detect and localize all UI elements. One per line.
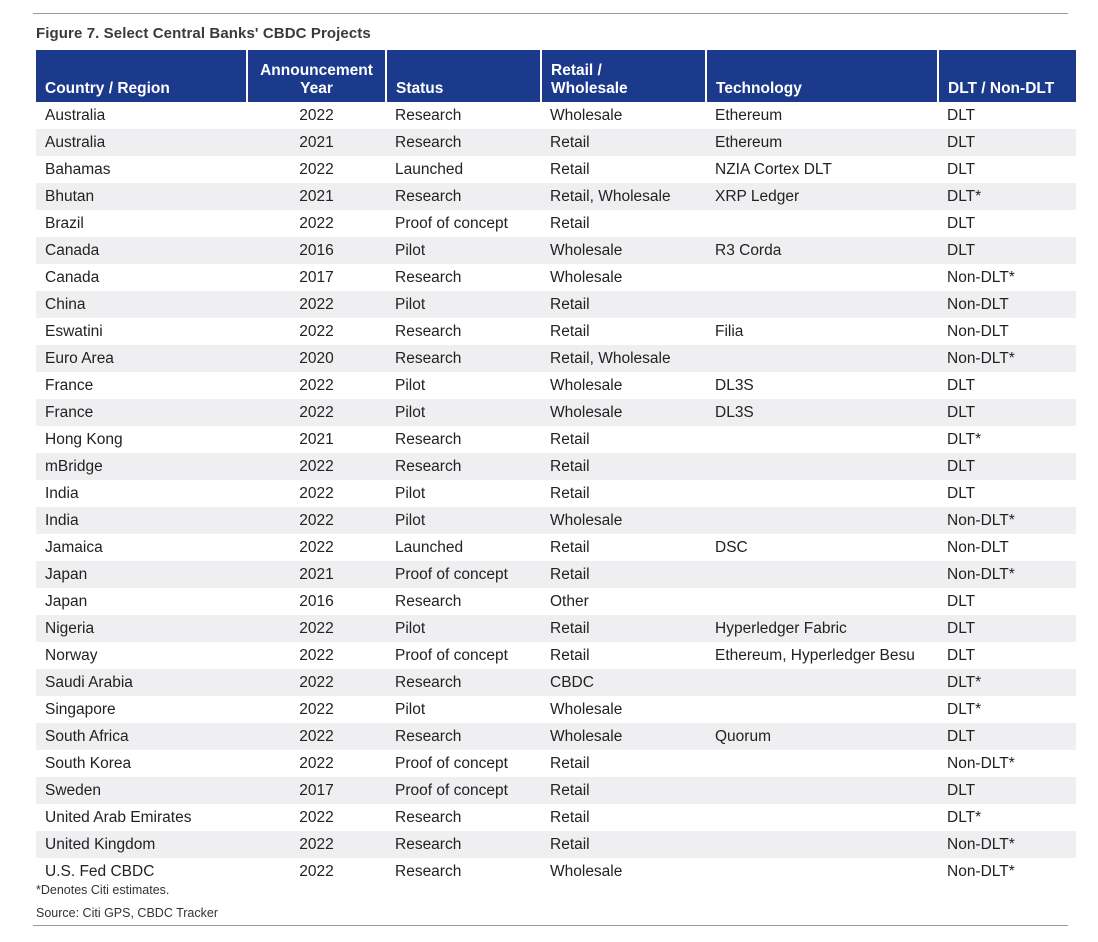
cell-technology (706, 264, 938, 291)
cbdc-projects-table (36, 50, 1076, 885)
cell-country-region: Bahamas (45, 161, 111, 178)
cell-retail-wholesale: Wholesale (550, 701, 623, 718)
cell-country-region: United Arab Emirates (45, 809, 192, 826)
cell-retail-wholesale: Retail (541, 291, 706, 318)
cell-status: Research (395, 107, 462, 124)
cell-announcement-year: 2022 (247, 399, 386, 426)
cell-announcement-year: 2022 (299, 161, 334, 178)
cell-country-region: Australia (45, 107, 106, 124)
cell-country-region: U.S. Fed CBDC (45, 863, 155, 880)
cell-technology (706, 696, 938, 723)
cell-status: Research (395, 431, 462, 448)
cell-retail-wholesale: Wholesale (541, 723, 706, 750)
table-row (36, 318, 1076, 345)
cell-country-region: Canada (45, 269, 100, 286)
cell-retail-wholesale: Retail (550, 161, 590, 178)
cell-technology (706, 561, 938, 588)
table-row (36, 291, 1076, 318)
cell-technology: NZIA Cortex DLT (715, 161, 832, 178)
cell-retail-wholesale: Retail (550, 323, 590, 340)
cell-announcement-year: 2017 (299, 269, 334, 286)
cell-retail-wholesale: Retail (541, 831, 706, 858)
cell-technology (706, 345, 938, 372)
cell-retail-wholesale: Retail (550, 755, 590, 772)
cell-status: Research (395, 323, 462, 340)
cell-retail-wholesale: Wholesale (550, 269, 623, 286)
cell-technology: Quorum (706, 723, 938, 750)
cell-dlt-non-dlt: DLT (938, 129, 1076, 156)
cell-status: Research (386, 669, 541, 696)
cell-retail-wholesale: Retail, Wholesale (541, 345, 706, 372)
table-row (36, 831, 1076, 858)
cell-technology: Ethereum (715, 107, 783, 124)
cell-technology: DSC (715, 539, 748, 556)
cell-dlt-non-dlt: Non-DLT* (947, 755, 1015, 772)
cell-dlt-non-dlt: Non-DLT* (947, 269, 1015, 286)
cell-country-region: India (45, 485, 79, 502)
cell-technology: XRP Ledger (706, 183, 938, 210)
cell-dlt-non-dlt: DLT (947, 215, 976, 232)
cell-technology (706, 426, 938, 453)
cell-technology: Ethereum (706, 129, 938, 156)
header-retail-wholesale-label: Retail / Wholesale (551, 62, 628, 97)
cell-country-region: Euro Area (36, 345, 247, 372)
table-row (36, 480, 1076, 507)
table-row (36, 561, 1076, 588)
cell-technology: DL3S (706, 399, 938, 426)
cell-technology (706, 669, 938, 696)
cell-country-region: France (45, 377, 94, 394)
figure-title: Figure 7. Select Central Banks' CBDC Projects (36, 25, 371, 42)
cell-technology (706, 480, 938, 507)
cell-dlt-non-dlt: Non-DLT (947, 539, 1009, 556)
cell-dlt-non-dlt: Non-DLT (938, 291, 1076, 318)
cell-technology (706, 777, 938, 804)
header-announcement-year (247, 50, 386, 102)
cell-dlt-non-dlt: DLT (938, 777, 1076, 804)
table-row (36, 102, 1076, 129)
cell-dlt-non-dlt: Non-DLT* (947, 863, 1015, 880)
table-row (36, 696, 1076, 723)
cell-status: Proof of concept (395, 755, 508, 772)
cell-status: Pilot (386, 615, 541, 642)
cell-country-region: France (36, 399, 247, 426)
cell-status: Pilot (386, 399, 541, 426)
table-row (36, 777, 1076, 804)
cell-announcement-year: 2022 (247, 669, 386, 696)
cell-announcement-year: 2022 (299, 323, 334, 340)
cell-dlt-non-dlt: Non-DLT* (938, 831, 1076, 858)
cell-country-region: South Africa (36, 723, 247, 750)
cell-announcement-year: 2021 (299, 431, 334, 448)
cell-announcement-year: 2020 (247, 345, 386, 372)
cell-technology (706, 804, 938, 831)
cell-country-region: mBridge (36, 453, 247, 480)
cell-retail-wholesale: Retail (541, 615, 706, 642)
cell-country-region: Singapore (45, 701, 116, 718)
table-row (36, 183, 1076, 210)
cell-announcement-year: 2022 (299, 485, 334, 502)
cell-status: Research (386, 453, 541, 480)
cell-retail-wholesale: Wholesale (550, 863, 623, 880)
header-country-region: Country / Region (36, 50, 247, 102)
table-row (36, 399, 1076, 426)
cell-dlt-non-dlt: DLT (938, 399, 1076, 426)
cell-retail-wholesale: Retail, Wholesale (541, 183, 706, 210)
bottom-rule (33, 925, 1068, 926)
table-row (36, 426, 1076, 453)
cell-status: Research (386, 831, 541, 858)
cell-technology (706, 291, 938, 318)
cell-announcement-year: 2022 (247, 291, 386, 318)
cell-announcement-year: 2016 (299, 593, 334, 610)
table-row (36, 264, 1076, 291)
cell-retail-wholesale: Retail (550, 431, 590, 448)
cell-status: Research (386, 345, 541, 372)
cell-announcement-year: 2021 (247, 561, 386, 588)
cell-status: Pilot (386, 237, 541, 264)
cell-status: Research (395, 269, 462, 286)
cell-announcement-year: 2022 (299, 539, 334, 556)
cell-country-region: Jamaica (45, 539, 103, 556)
cell-dlt-non-dlt: DLT (938, 723, 1076, 750)
cell-status: Proof of concept (395, 647, 508, 664)
cell-announcement-year: 2022 (299, 107, 334, 124)
cell-status: Research (386, 723, 541, 750)
cell-announcement-year: 2022 (247, 831, 386, 858)
cell-technology: Filia (715, 323, 744, 340)
cell-country-region: Bhutan (36, 183, 247, 210)
cell-status: Proof of concept (386, 561, 541, 588)
cell-technology (706, 831, 938, 858)
table-row (36, 804, 1076, 831)
cell-dlt-non-dlt: Non-DLT (947, 323, 1009, 340)
cell-country-region: Japan (45, 593, 88, 610)
cell-technology (706, 453, 938, 480)
cell-country-region: Norway (45, 647, 98, 664)
cell-dlt-non-dlt: DLT* (938, 669, 1076, 696)
cell-technology: R3 Corda (706, 237, 938, 264)
source-note: Source: Citi GPS, CBDC Tracker (36, 906, 218, 920)
cell-announcement-year: 2022 (299, 863, 334, 880)
cell-status: Research (395, 863, 462, 880)
cell-country-region: India (36, 507, 247, 534)
table-body (36, 102, 1076, 885)
cell-announcement-year: 2022 (299, 755, 334, 772)
cell-status: Pilot (386, 507, 541, 534)
cell-announcement-year: 2022 (247, 507, 386, 534)
cell-technology (706, 588, 938, 615)
cell-announcement-year: 2022 (299, 809, 334, 826)
cell-retail-wholesale: Retail (541, 129, 706, 156)
cell-retail-wholesale: Retail (541, 777, 706, 804)
cell-dlt-non-dlt: DLT (947, 107, 976, 124)
cell-technology: Hyperledger Fabric (706, 615, 938, 642)
cell-retail-wholesale: Retail (550, 215, 590, 232)
cell-status: Launched (395, 161, 464, 178)
cell-country-region: Australia (36, 129, 247, 156)
table-row (36, 345, 1076, 372)
cell-announcement-year: 2022 (299, 377, 334, 394)
cell-retail-wholesale: Wholesale (550, 377, 623, 394)
cell-status: Research (386, 183, 541, 210)
cell-retail-wholesale: Retail (541, 453, 706, 480)
cell-country-region: Japan (36, 561, 247, 588)
cell-country-region: Nigeria (36, 615, 247, 642)
header-technology: Technology (706, 50, 938, 102)
header-status: Status (386, 50, 541, 102)
cell-dlt-non-dlt: Non-DLT* (938, 561, 1076, 588)
cell-status: Pilot (395, 485, 426, 502)
cell-retail-wholesale: Retail (550, 647, 590, 664)
cell-retail-wholesale: Wholesale (550, 107, 623, 124)
cell-technology (706, 858, 938, 885)
cell-country-region: Saudi Arabia (36, 669, 247, 696)
cell-technology: DL3S (715, 377, 754, 394)
cell-retail-wholesale: CBDC (541, 669, 706, 696)
table-row (36, 588, 1076, 615)
table-row (36, 534, 1076, 561)
top-rule (33, 13, 1068, 14)
cell-country-region: United Kingdom (36, 831, 247, 858)
cell-announcement-year: 2021 (247, 183, 386, 210)
cell-technology (706, 210, 938, 237)
cell-retail-wholesale: Wholesale (541, 399, 706, 426)
cell-country-region: Sweden (36, 777, 247, 804)
header-announcement-year-label: Announcement Year (260, 62, 373, 97)
cell-retail-wholesale: Other (550, 593, 589, 610)
cell-dlt-non-dlt: DLT (947, 377, 976, 394)
table-header-row (36, 50, 1076, 102)
cell-dlt-non-dlt: DLT (947, 485, 976, 502)
cell-dlt-non-dlt: DLT (938, 237, 1076, 264)
cell-country-region: Canada (36, 237, 247, 264)
table-row (36, 669, 1076, 696)
cell-status: Pilot (395, 377, 426, 394)
cell-announcement-year: 2022 (247, 723, 386, 750)
header-retail-wholesale (541, 50, 706, 102)
table-row (36, 615, 1076, 642)
table-row (36, 642, 1076, 669)
cell-dlt-non-dlt: DLT* (947, 431, 982, 448)
cell-retail-wholesale: Retail (550, 539, 590, 556)
table-row (36, 858, 1076, 885)
cell-announcement-year: 2017 (247, 777, 386, 804)
cell-dlt-non-dlt: DLT* (947, 701, 982, 718)
cell-status: Research (395, 593, 462, 610)
cell-country-region: Eswatini (45, 323, 103, 340)
cell-dlt-non-dlt: DLT* (947, 809, 982, 826)
cell-country-region: China (36, 291, 247, 318)
table-row (36, 750, 1076, 777)
cell-retail-wholesale: Retail (550, 485, 590, 502)
cell-announcement-year: 2022 (299, 215, 334, 232)
footnote: *Denotes Citi estimates. (36, 883, 170, 897)
cell-status: Pilot (386, 291, 541, 318)
cell-dlt-non-dlt: DLT* (938, 183, 1076, 210)
cell-dlt-non-dlt: DLT (938, 453, 1076, 480)
cell-status: Research (395, 809, 462, 826)
cell-dlt-non-dlt: Non-DLT* (938, 345, 1076, 372)
cell-announcement-year: 2021 (247, 129, 386, 156)
cell-dlt-non-dlt: DLT (938, 615, 1076, 642)
cell-retail-wholesale: Retail (541, 561, 706, 588)
cell-country-region: Hong Kong (45, 431, 123, 448)
cell-announcement-year: 2022 (247, 453, 386, 480)
cell-retail-wholesale: Retail (550, 809, 590, 826)
table-row (36, 237, 1076, 264)
cell-announcement-year: 2022 (299, 647, 334, 664)
cell-status: Launched (395, 539, 464, 556)
cell-status: Research (386, 129, 541, 156)
cell-status: Pilot (395, 701, 426, 718)
table-row (36, 507, 1076, 534)
cell-announcement-year: 2022 (299, 701, 334, 718)
table-row (36, 372, 1076, 399)
table-row (36, 156, 1076, 183)
cell-retail-wholesale: Wholesale (541, 507, 706, 534)
table-row (36, 723, 1076, 750)
cell-dlt-non-dlt: DLT (947, 161, 976, 178)
cell-technology (706, 750, 938, 777)
cell-status: Proof of concept (386, 777, 541, 804)
cell-country-region: South Korea (45, 755, 132, 772)
table-row (36, 453, 1076, 480)
cell-dlt-non-dlt: Non-DLT* (938, 507, 1076, 534)
cell-announcement-year: 2016 (247, 237, 386, 264)
cell-country-region: Brazil (45, 215, 84, 232)
header-dlt-non-dlt: DLT / Non-DLT (938, 50, 1076, 102)
cell-status: Proof of concept (395, 215, 508, 232)
cell-dlt-non-dlt: DLT (947, 593, 976, 610)
cell-technology (706, 507, 938, 534)
cell-announcement-year: 2022 (247, 615, 386, 642)
table-row (36, 210, 1076, 237)
cell-technology: Ethereum, Hyperledger Besu (715, 647, 915, 664)
cell-retail-wholesale: Wholesale (541, 237, 706, 264)
table-row (36, 129, 1076, 156)
cell-dlt-non-dlt: DLT (947, 647, 976, 664)
